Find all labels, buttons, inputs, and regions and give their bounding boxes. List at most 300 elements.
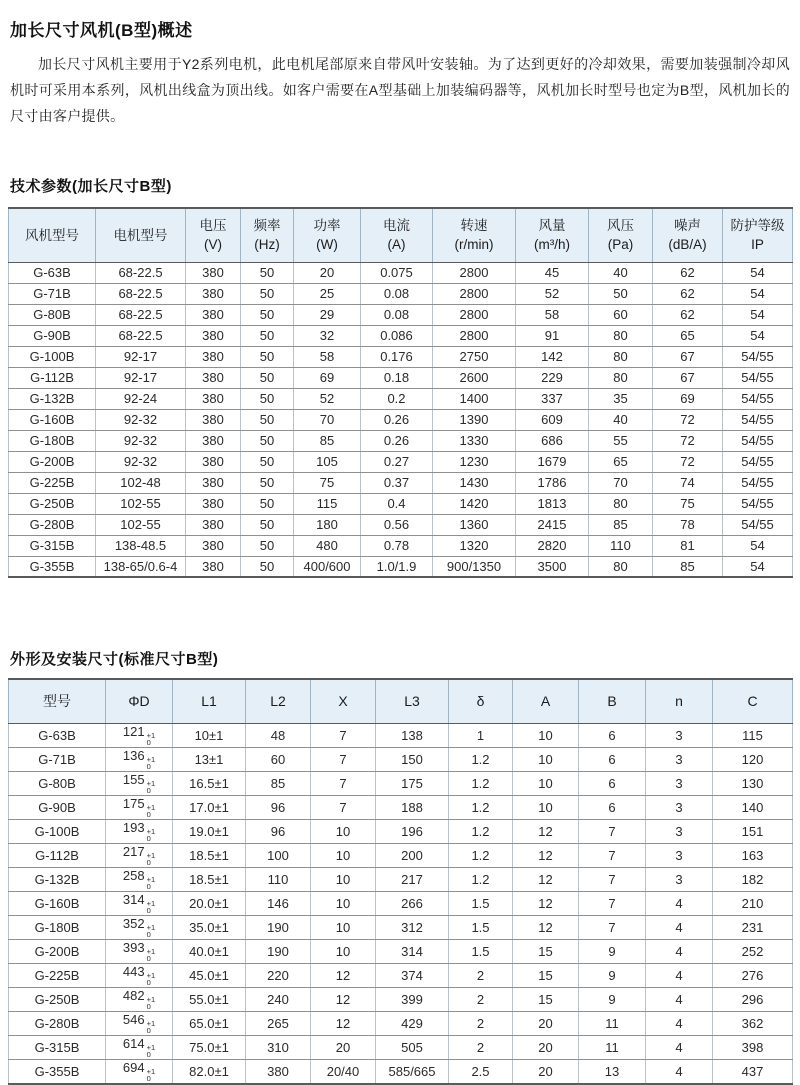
table-cell: 85	[653, 556, 723, 577]
column-header: 频率 (Hz)	[241, 208, 294, 262]
column-header: 电压 (V)	[186, 208, 241, 262]
table-cell: 80	[589, 367, 653, 388]
table-cell: G-100B	[9, 346, 96, 367]
table-cell: 188	[376, 795, 449, 819]
tech-params-table	[8, 207, 793, 578]
table-cell: 92-24	[96, 388, 186, 409]
table-cell: 75	[294, 472, 361, 493]
table-cell: 54/55	[723, 409, 793, 430]
table-cell: 10	[311, 939, 376, 963]
table-cell: 10	[311, 819, 376, 843]
table-cell: 72	[653, 430, 723, 451]
table-cell: 10	[513, 771, 579, 795]
table-cell: 150	[376, 747, 449, 771]
column-header: 转速 (r/min)	[433, 208, 516, 262]
table-cell: 229	[516, 367, 589, 388]
table-cell: 60	[246, 747, 311, 771]
column-header: 噪声 (dB/A)	[653, 208, 723, 262]
table-cell: 7	[311, 747, 376, 771]
table-cell: 54/55	[723, 388, 793, 409]
table-cell: 18.5±1	[173, 843, 246, 867]
table-cell: G-180B	[9, 915, 106, 939]
table-row	[9, 367, 793, 388]
table-cell: 72	[653, 451, 723, 472]
table-cell: 92-32	[96, 409, 186, 430]
table-row	[9, 891, 793, 915]
table-cell: 0.075	[361, 262, 433, 283]
table-cell: 52	[294, 388, 361, 409]
table-cell: 65	[653, 325, 723, 346]
table-cell: 380	[186, 304, 241, 325]
table-cell: 54/55	[723, 430, 793, 451]
table-cell	[106, 867, 173, 891]
phi-d-tolerance: +1 0	[146, 754, 156, 771]
table-cell: G-80B	[9, 771, 106, 795]
table-cell: 13	[579, 1059, 646, 1084]
table-row	[9, 409, 793, 430]
phi-d-tolerance: +1 0	[146, 1066, 156, 1083]
table-cell: 0.18	[361, 367, 433, 388]
table-cell	[106, 987, 173, 1011]
dimensions-table-body	[9, 723, 793, 1084]
table-cell: 7	[579, 819, 646, 843]
table-row	[9, 388, 793, 409]
table-cell: 686	[516, 430, 589, 451]
table-row	[9, 867, 793, 891]
table-cell: 55.0±1	[173, 987, 246, 1011]
table-cell: 4	[646, 987, 713, 1011]
table-cell: 70	[294, 409, 361, 430]
table-cell: 380	[186, 283, 241, 304]
table-cell: 1400	[433, 388, 516, 409]
table-cell: 102-55	[96, 514, 186, 535]
table-cell: 1	[449, 723, 513, 747]
table-cell: 4	[646, 939, 713, 963]
table-cell: 7	[579, 891, 646, 915]
table-cell: 12	[513, 867, 579, 891]
table-cell: 217	[376, 867, 449, 891]
table-cell: 4	[646, 915, 713, 939]
table-cell: 12	[513, 819, 579, 843]
table-cell: 50	[241, 430, 294, 451]
table-cell: 45.0±1	[173, 963, 246, 987]
table-cell: 58	[294, 346, 361, 367]
table-cell: G-160B	[9, 891, 106, 915]
table-row	[9, 535, 793, 556]
table-cell: G-90B	[9, 795, 106, 819]
column-header: X	[311, 679, 376, 723]
table-cell: G-80B	[9, 304, 96, 325]
table-cell: G-355B	[9, 556, 96, 577]
table-cell: 3	[646, 747, 713, 771]
table-cell: 62	[653, 304, 723, 325]
table-cell: 50	[241, 409, 294, 430]
column-header: 风量 (m³/h)	[516, 208, 589, 262]
phi-d-value: 136	[122, 747, 145, 763]
table-cell: 75	[653, 493, 723, 514]
table-cell: 314	[376, 939, 449, 963]
table-cell: 7	[311, 795, 376, 819]
table-cell: 50	[241, 346, 294, 367]
table-cell: 12	[311, 1011, 376, 1035]
column-header: 电流 (A)	[361, 208, 433, 262]
table-cell: 54	[723, 556, 793, 577]
table-cell: 380	[186, 451, 241, 472]
table-cell: 50	[241, 514, 294, 535]
table-cell: 1230	[433, 451, 516, 472]
table-cell: G-160B	[9, 409, 96, 430]
table-cell: 0.08	[361, 283, 433, 304]
table-cell: G-71B	[9, 747, 106, 771]
table-cell: 85	[246, 771, 311, 795]
table-cell: 50	[241, 451, 294, 472]
table-cell: 609	[516, 409, 589, 430]
table-cell: 20	[311, 1035, 376, 1059]
table-cell: 2800	[433, 262, 516, 283]
table-cell: 115	[713, 723, 793, 747]
table-cell: 2	[449, 963, 513, 987]
table-cell: 380	[246, 1059, 311, 1084]
table-cell: 67	[653, 367, 723, 388]
table-cell: 9	[579, 987, 646, 1011]
table-cell: 110	[246, 867, 311, 891]
table-cell: 3	[646, 819, 713, 843]
phi-d-tolerance: +1 0	[146, 826, 156, 843]
page-title: 加长尺寸风机(B型)概述	[10, 21, 193, 40]
table-cell: 190	[246, 939, 311, 963]
table-cell: 231	[713, 915, 793, 939]
table-cell: 2.5	[449, 1059, 513, 1084]
table-cell: 296	[713, 987, 793, 1011]
table-cell: 69	[653, 388, 723, 409]
table-cell: 138-65/0.6-4	[96, 556, 186, 577]
table-cell: 3	[646, 795, 713, 819]
table-row	[9, 843, 793, 867]
table-cell: 54/55	[723, 493, 793, 514]
table-cell: 96	[246, 795, 311, 819]
phi-d-tolerance: +1 0	[146, 946, 156, 963]
table-cell: 0.176	[361, 346, 433, 367]
table-cell: 310	[246, 1035, 311, 1059]
table-cell: 196	[376, 819, 449, 843]
phi-d-tolerance: +1 0	[146, 970, 156, 987]
table-row	[9, 939, 793, 963]
table-cell: 54/55	[723, 472, 793, 493]
table-cell: 2820	[516, 535, 589, 556]
table-cell: G-200B	[9, 451, 96, 472]
column-header: 防护等级 IP	[723, 208, 793, 262]
table-cell: 54	[723, 535, 793, 556]
table-cell: 75.0±1	[173, 1035, 246, 1059]
table-cell: 10	[513, 723, 579, 747]
table-cell: 399	[376, 987, 449, 1011]
table-cell: 1.5	[449, 939, 513, 963]
table-cell: 380	[186, 556, 241, 577]
table-cell: 65	[589, 451, 653, 472]
table-cell: 151	[713, 819, 793, 843]
table-cell: G-280B	[9, 514, 96, 535]
table-cell: 40	[589, 262, 653, 283]
table-cell: 69	[294, 367, 361, 388]
table-cell: 130	[713, 771, 793, 795]
table-cell: 6	[579, 723, 646, 747]
table-cell: 1330	[433, 430, 516, 451]
table-cell: 35	[589, 388, 653, 409]
phi-d-tolerance: +1 0	[146, 874, 156, 891]
table-cell: 100	[246, 843, 311, 867]
table-cell: 0.26	[361, 430, 433, 451]
table-cell: 120	[713, 747, 793, 771]
table-cell: 9	[579, 939, 646, 963]
phi-d-value: 393	[122, 939, 145, 955]
table-cell	[106, 915, 173, 939]
table-cell: 142	[516, 346, 589, 367]
table-cell: 380	[186, 388, 241, 409]
table-cell: 146	[246, 891, 311, 915]
table-cell: 50	[241, 493, 294, 514]
table-cell	[106, 843, 173, 867]
column-header: A	[513, 679, 579, 723]
table-cell: 6	[579, 771, 646, 795]
table-cell: 20	[294, 262, 361, 283]
table-cell: 10	[311, 843, 376, 867]
table-cell: 380	[186, 514, 241, 535]
table-cell: 337	[516, 388, 589, 409]
table-cell: 32	[294, 325, 361, 346]
table-row	[9, 304, 793, 325]
table-cell: 429	[376, 1011, 449, 1035]
phi-d-value: 193	[122, 819, 145, 835]
table-cell: G-90B	[9, 325, 96, 346]
table-cell: 10	[311, 867, 376, 891]
table-row	[9, 1059, 793, 1084]
table-cell: 1.2	[449, 819, 513, 843]
table-cell: 182	[713, 867, 793, 891]
table-cell: 82.0±1	[173, 1059, 246, 1084]
table-row	[9, 493, 793, 514]
table-cell: 11	[579, 1011, 646, 1035]
column-header: L3	[376, 679, 449, 723]
table-cell: 85	[294, 430, 361, 451]
table-row	[9, 771, 793, 795]
table-row	[9, 1035, 793, 1059]
phi-d-value: 482	[122, 987, 145, 1003]
table-cell	[106, 1011, 173, 1035]
table-cell: 2	[449, 1011, 513, 1035]
table-cell: 50	[241, 304, 294, 325]
table-cell: G-112B	[9, 367, 96, 388]
table-cell: 15	[513, 939, 579, 963]
phi-d-tolerance: +1 0	[146, 802, 156, 819]
table-cell: 68-22.5	[96, 262, 186, 283]
table-cell: 480	[294, 535, 361, 556]
section-title-dimensions: 外形及安装尺寸(标准尺寸B型)	[10, 651, 219, 668]
table-cell: 25	[294, 283, 361, 304]
table-cell: G-132B	[9, 388, 96, 409]
phi-d-value: 258	[122, 867, 145, 883]
table-cell: G-280B	[9, 1011, 106, 1035]
table-cell: G-200B	[9, 939, 106, 963]
table-cell: 62	[653, 262, 723, 283]
table-cell: 11	[579, 1035, 646, 1059]
table-cell: 0.4	[361, 493, 433, 514]
phi-d-value: 175	[122, 795, 145, 811]
column-header: 风压 (Pa)	[589, 208, 653, 262]
table-cell: 180	[294, 514, 361, 535]
table-cell: G-180B	[9, 430, 96, 451]
table-cell: 80	[589, 325, 653, 346]
phi-d-value: 121	[122, 723, 145, 739]
table-cell: 266	[376, 891, 449, 915]
table-cell: 380	[186, 262, 241, 283]
table-cell: 91	[516, 325, 589, 346]
table-cell: 92-17	[96, 367, 186, 388]
column-header: ΦD	[106, 679, 173, 723]
table-cell: G-132B	[9, 867, 106, 891]
dimensions-table	[8, 678, 793, 1085]
table-cell: 20.0±1	[173, 891, 246, 915]
table-cell: 68-22.5	[96, 304, 186, 325]
table-row	[9, 747, 793, 771]
table-cell: 15	[513, 987, 579, 1011]
table-cell: 1420	[433, 493, 516, 514]
table-cell: 54	[723, 325, 793, 346]
table-cell: 80	[589, 556, 653, 577]
table-cell: 50	[589, 283, 653, 304]
table-row	[9, 514, 793, 535]
table-cell: 48	[246, 723, 311, 747]
table-row	[9, 430, 793, 451]
table-cell: 1.5	[449, 915, 513, 939]
table-cell: 380	[186, 367, 241, 388]
table-cell: 78	[653, 514, 723, 535]
table-cell: 138-48.5	[96, 535, 186, 556]
table-cell: 68-22.5	[96, 325, 186, 346]
phi-d-value: 314	[122, 891, 145, 907]
column-header: B	[579, 679, 646, 723]
phi-d-value: 546	[122, 1011, 145, 1027]
table-cell: 7	[311, 723, 376, 747]
table-cell: 45	[516, 262, 589, 283]
table-cell: 380	[186, 409, 241, 430]
table-cell: 54	[723, 304, 793, 325]
table-cell: 85	[589, 514, 653, 535]
table-cell: 3	[646, 843, 713, 867]
table-cell: 50	[241, 472, 294, 493]
table-cell: 2800	[433, 325, 516, 346]
table-cell: 7	[579, 843, 646, 867]
table-row	[9, 1011, 793, 1035]
table-cell: 105	[294, 451, 361, 472]
table-cell: 398	[713, 1035, 793, 1059]
intro-paragraph: 加长尺寸风机主要用于Y2系列电机，此电机尾部原来自带风叶安装轴。为了达到更好的冷却效果，需要加装强制冷却风机时可采用本系列，风机出线盒为顶出线。如客户需要在A型基础上加装编码器等，风机加长时型号也定为B型，风机加长的尺寸由客户提供。	[10, 56, 790, 124]
table-cell: 68-22.5	[96, 283, 186, 304]
table-cell: 54/55	[723, 346, 793, 367]
header-row	[9, 208, 793, 262]
table-cell: 96	[246, 819, 311, 843]
table-cell: 12	[513, 915, 579, 939]
phi-d-value: 694	[122, 1059, 145, 1075]
table-cell: 4	[646, 1059, 713, 1084]
table-cell: 3	[646, 723, 713, 747]
table-cell: 400/600	[294, 556, 361, 577]
phi-d-tolerance: +1 0	[146, 922, 156, 939]
table-cell: 380	[186, 430, 241, 451]
table-cell: 10	[311, 891, 376, 915]
table-cell: 2750	[433, 346, 516, 367]
table-cell: 80	[589, 493, 653, 514]
table-cell: 60	[589, 304, 653, 325]
table-cell: 437	[713, 1059, 793, 1084]
table-cell	[106, 795, 173, 819]
phi-d-tolerance: +1 0	[146, 730, 156, 747]
table-cell	[106, 1035, 173, 1059]
table-cell: 1.5	[449, 891, 513, 915]
table-cell: 50	[241, 283, 294, 304]
table-cell: 1360	[433, 514, 516, 535]
table-cell: 55	[589, 430, 653, 451]
table-cell: 92-17	[96, 346, 186, 367]
table-cell: G-315B	[9, 535, 96, 556]
phi-d-value: 614	[122, 1035, 145, 1051]
table-cell: 2415	[516, 514, 589, 535]
table-cell: 10±1	[173, 723, 246, 747]
table-cell: 74	[653, 472, 723, 493]
column-header: 功率 (W)	[294, 208, 361, 262]
table-cell: 50	[241, 367, 294, 388]
table-cell: G-250B	[9, 987, 106, 1011]
table-cell: 220	[246, 963, 311, 987]
table-cell: 0.37	[361, 472, 433, 493]
table-cell: 900/1350	[433, 556, 516, 577]
table-cell: 312	[376, 915, 449, 939]
table-cell: 12	[311, 963, 376, 987]
table-cell: 50	[241, 535, 294, 556]
table-cell: 12	[513, 843, 579, 867]
table-cell: 1.2	[449, 867, 513, 891]
table-cell: 374	[376, 963, 449, 987]
table-cell	[106, 771, 173, 795]
table-cell: 7	[311, 771, 376, 795]
table-cell: 50	[241, 325, 294, 346]
table-cell: 2800	[433, 304, 516, 325]
table-cell: 0.56	[361, 514, 433, 535]
table-cell: 265	[246, 1011, 311, 1035]
table-cell: 0.08	[361, 304, 433, 325]
table-cell	[106, 1059, 173, 1084]
table-cell: 380	[186, 346, 241, 367]
phi-d-value: 155	[122, 771, 145, 787]
table-row	[9, 795, 793, 819]
table-cell: 2	[449, 1035, 513, 1059]
table-cell: 35.0±1	[173, 915, 246, 939]
column-header: n	[646, 679, 713, 723]
phi-d-tolerance: +1 0	[146, 850, 156, 867]
table-cell: 0.086	[361, 325, 433, 346]
table-cell: 138	[376, 723, 449, 747]
table-cell: 1786	[516, 472, 589, 493]
table-row	[9, 987, 793, 1011]
table-cell: 54	[723, 283, 793, 304]
table-cell: 72	[653, 409, 723, 430]
table-cell: 2800	[433, 283, 516, 304]
table-cell: 20	[513, 1035, 579, 1059]
table-row	[9, 915, 793, 939]
table-cell: 65.0±1	[173, 1011, 246, 1035]
table-cell: 80	[589, 346, 653, 367]
column-header: L2	[246, 679, 311, 723]
column-header: L1	[173, 679, 246, 723]
